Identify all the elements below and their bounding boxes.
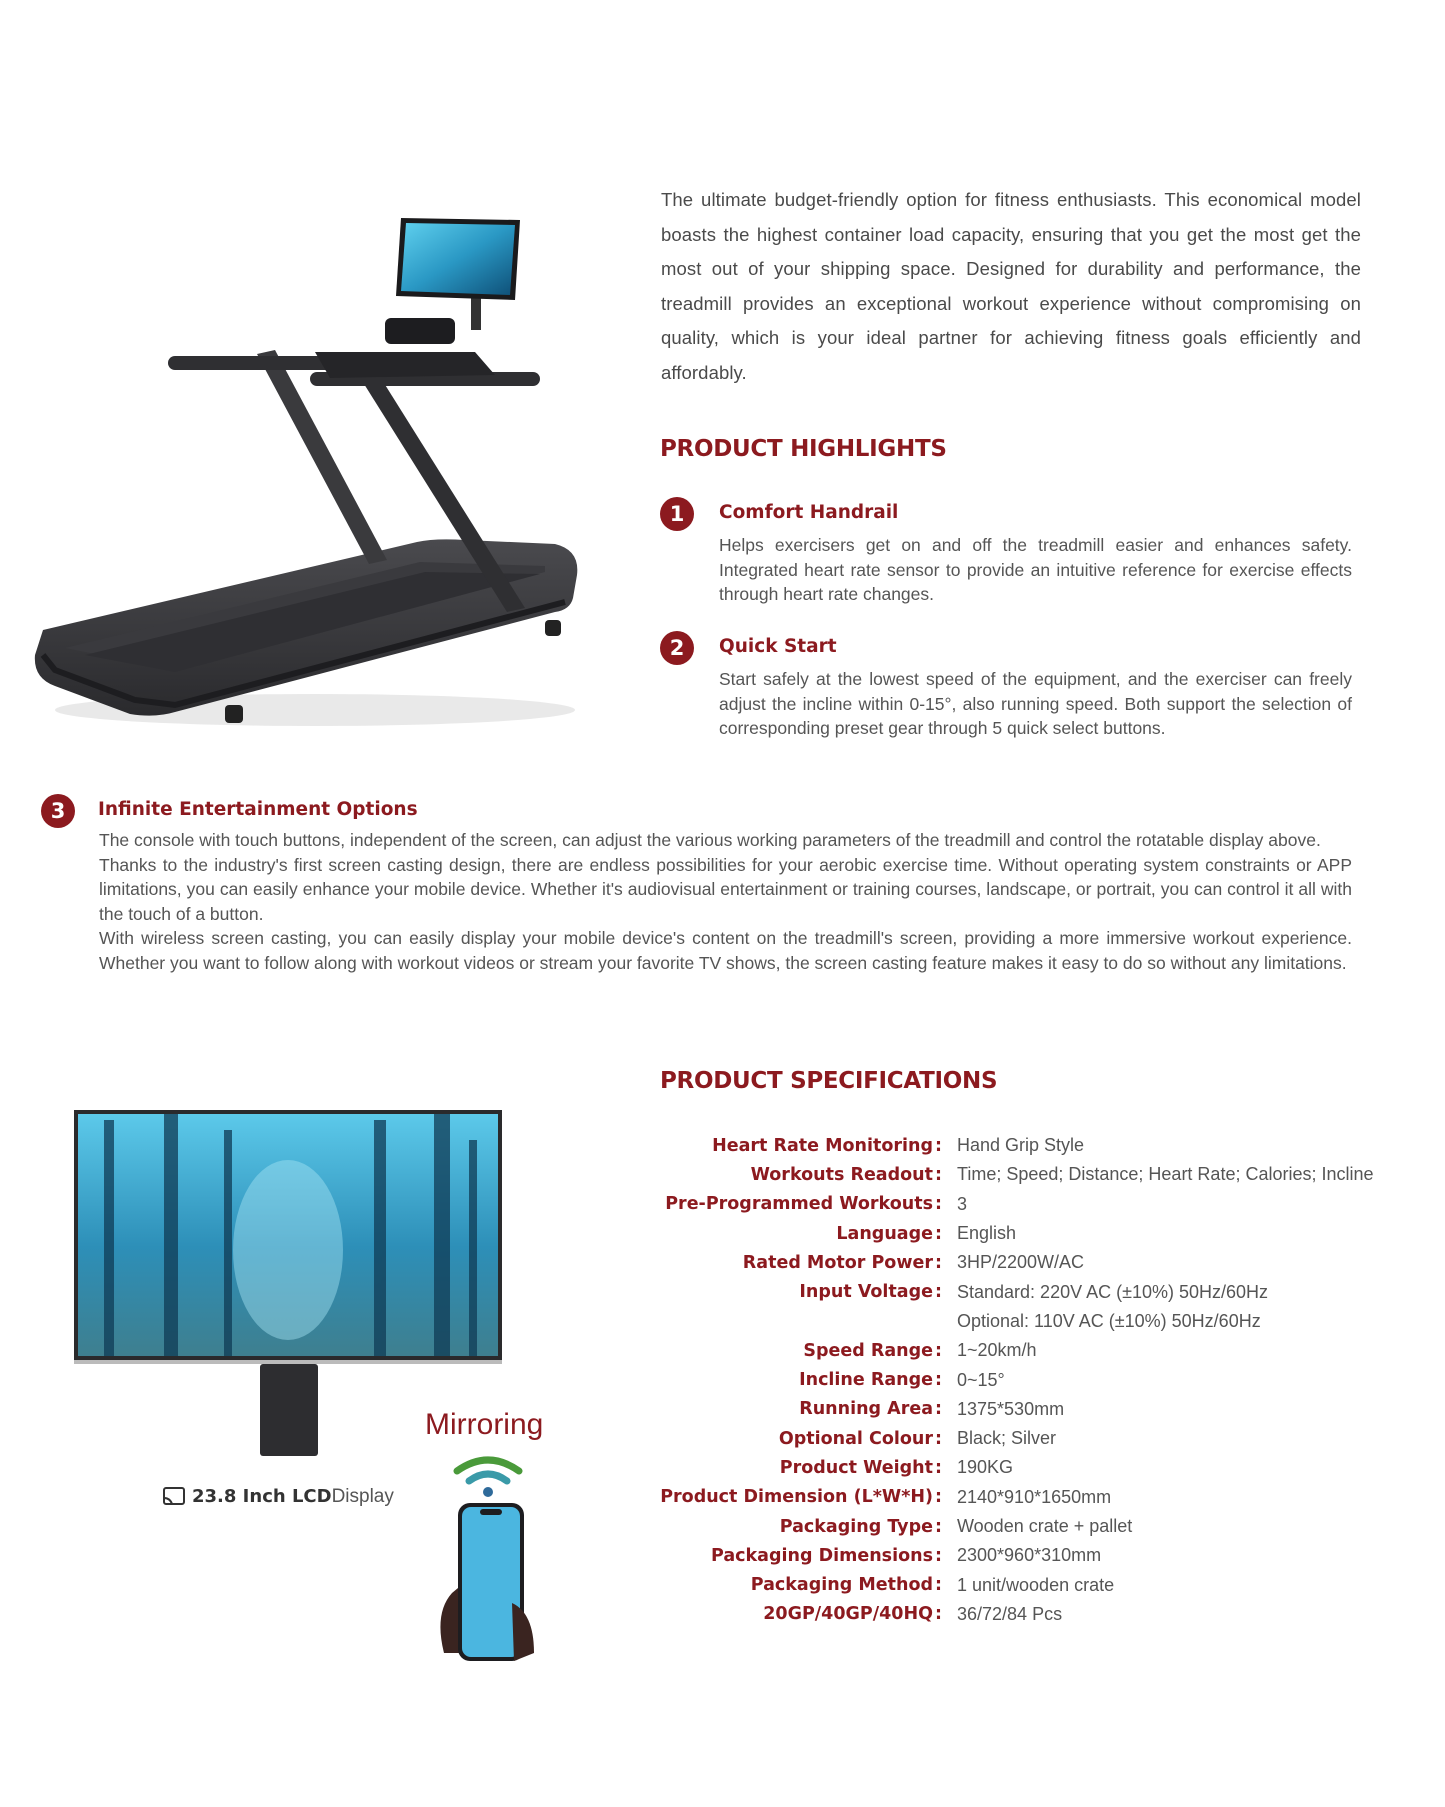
spec-row: [560, 1453, 1440, 1482]
spec-separator: :: [935, 1516, 942, 1537]
spec-label: Workouts Readout: [750, 1164, 933, 1185]
spec-label: Packaging Method: [750, 1575, 933, 1596]
highlight-number-badge: 2: [660, 631, 694, 665]
spec-row: [560, 1160, 1440, 1189]
display-caption: [162, 1486, 394, 1508]
display-word: Display: [331, 1486, 394, 1507]
spec-separator: :: [935, 1164, 942, 1185]
spec-value: Optional: 110V AC (±10%) 50Hz/60Hz: [957, 1310, 1261, 1331]
spec-row: [560, 1248, 1440, 1277]
spec-separator: [933, 1307, 951, 1336]
spec-label: Incline Range: [799, 1370, 933, 1391]
spec-label: [560, 1307, 933, 1336]
intro-paragraph: The ultimate budget-friendly option for fitness enthusiasts. This economical model boasts the highest container load capacity, ensuring that you get the most get the most out of your shipping space. Designed for durability and performance, the treadmill provides an exceptional workout experience without compromising on quality, which is your ideal partner for achieving fitness goals efficiently and affordably.: [661, 189, 1361, 383]
spec-value: 190KG: [957, 1457, 1014, 1478]
spec-row: [560, 1570, 1440, 1599]
spec-value: Time; Speed; Distance; Heart Rate; Calories; Incline: [957, 1164, 1374, 1185]
spec-label: Input Voltage: [799, 1282, 933, 1303]
spec-separator: :: [935, 1340, 942, 1361]
spec-label: Pre-Programmed Workouts: [665, 1194, 933, 1215]
spec-label: Packaging Dimensions: [711, 1545, 933, 1566]
spec-row: [560, 1395, 1440, 1424]
spec-value: 3: [957, 1193, 968, 1214]
highlight-title: Infinite Entertainment Options: [98, 799, 418, 820]
spec-label: Running Area: [799, 1399, 933, 1420]
spec-row: [560, 1336, 1440, 1365]
highlight-body: Start safely at the lowest speed of the equipment, and the exerciser can freely adjust the incline within 0-15°, also running speed. Both support the selection of corresponding preset gear through 5 quick select buttons.: [719, 669, 1352, 738]
highlight-title: Quick Start: [719, 636, 837, 657]
spec-row: [560, 1365, 1440, 1394]
spec-label: Product Weight: [779, 1457, 933, 1478]
spec-label: Language: [836, 1223, 933, 1244]
highlight-body: [99, 828, 1352, 975]
spec-value: 0~15°: [957, 1369, 1005, 1390]
spec-table: [560, 1131, 1440, 1629]
spec-row: [560, 1424, 1440, 1453]
highlight-number-badge: 3: [41, 794, 75, 828]
mirroring-label: Mirroring: [425, 1408, 544, 1441]
spec-separator: :: [935, 1604, 942, 1625]
spec-value: Wooden crate + pallet: [957, 1516, 1133, 1536]
specs-title: PRODUCT SPECIFICATIONS: [660, 1068, 998, 1094]
spec-separator: :: [935, 1428, 942, 1449]
highlights-title: PRODUCT HIGHLIGHTS: [660, 436, 947, 462]
highlight-paragraph: Thanks to the industry's first screen casting design, there are endless possibilities for your aerobic exercise time. Without operating system constraints or APP limitations, you can easily enhance your mobile device. Whether it's audiovisual entertainment or training courses, landscape, or portrait, you can control it all with the touch of a button.: [99, 854, 1352, 924]
spec-separator: :: [935, 1487, 942, 1508]
spec-separator: :: [935, 1223, 942, 1244]
spec-row: [560, 1483, 1440, 1512]
spec-value: 1 unit/wooden crate: [957, 1574, 1115, 1595]
spec-separator: :: [935, 1457, 942, 1478]
spec-label: Speed Range: [803, 1340, 933, 1361]
spec-value: 36/72/84 Pcs: [957, 1603, 1063, 1624]
highlight-title: Comfort Handrail: [719, 502, 899, 523]
spec-value: 2140*910*1650mm: [957, 1486, 1112, 1507]
wifi-icon: [453, 1455, 523, 1499]
display-size-label: 23.8 Inch LCD: [192, 1486, 332, 1507]
spec-row: [560, 1131, 1440, 1160]
monitor-icon: [162, 1486, 186, 1508]
highlight-paragraph: The console with touch buttons, independent of the screen, can adjust the various working parameters of the treadmill and control the rotatable display above.: [99, 830, 1321, 850]
spec-row: [560, 1512, 1440, 1541]
spec-label: Heart Rate Monitoring: [712, 1135, 933, 1156]
spec-separator: :: [935, 1545, 942, 1566]
spec-separator: :: [935, 1370, 942, 1391]
spec-row: [560, 1190, 1440, 1219]
spec-row: [560, 1277, 1440, 1306]
phone-image: [434, 1503, 544, 1663]
highlight-number-badge: 1: [660, 497, 694, 531]
spec-label: Product Dimension (L*W*H): [660, 1487, 933, 1508]
spec-label: Optional Colour: [778, 1428, 933, 1449]
spec-separator: :: [935, 1399, 942, 1420]
spec-value: 1375*530mm: [957, 1398, 1065, 1419]
highlight-body: Helps exercisers get on and off the treadmill easier and enhances safety. Integrated heart rate sensor to provide an intuitive reference for exercise effects through heart rate changes.: [719, 535, 1352, 604]
treadmill-image: [25, 200, 585, 740]
spec-value: 2300*960*310mm: [957, 1545, 1102, 1566]
spec-value: 1~20km/h: [957, 1340, 1037, 1361]
highlight-paragraph: With wireless screen casting, you can easily display your mobile device's content on the treadmill's screen, providing a more immersive workout experience. Whether you want to follow along with workout videos or stream your favorite TV shows, the screen casting feature makes it easy to do so without any limitations.: [99, 928, 1352, 973]
spec-value: Black; Silver: [957, 1428, 1057, 1449]
spec-separator: :: [935, 1575, 942, 1596]
spec-value: Standard: 220V AC (±10%) 50Hz/60Hz: [957, 1281, 1269, 1302]
spec-value: 3HP/2200W/AC: [957, 1252, 1085, 1273]
spec-row: [560, 1541, 1440, 1570]
spec-separator: :: [935, 1194, 942, 1215]
spec-separator: :: [935, 1135, 942, 1156]
spec-label: 20GP/40GP/40HQ: [763, 1604, 933, 1625]
spec-value: Hand Grip Style: [957, 1135, 1085, 1156]
spec-separator: :: [935, 1282, 942, 1303]
spec-row: [560, 1307, 1440, 1336]
spec-label: Packaging Type: [779, 1516, 933, 1537]
spec-label: Rated Motor Power: [742, 1252, 933, 1273]
spec-value: English: [957, 1223, 1017, 1244]
spec-row: [560, 1219, 1440, 1248]
spec-separator: :: [935, 1252, 942, 1273]
spec-row: [560, 1600, 1440, 1629]
